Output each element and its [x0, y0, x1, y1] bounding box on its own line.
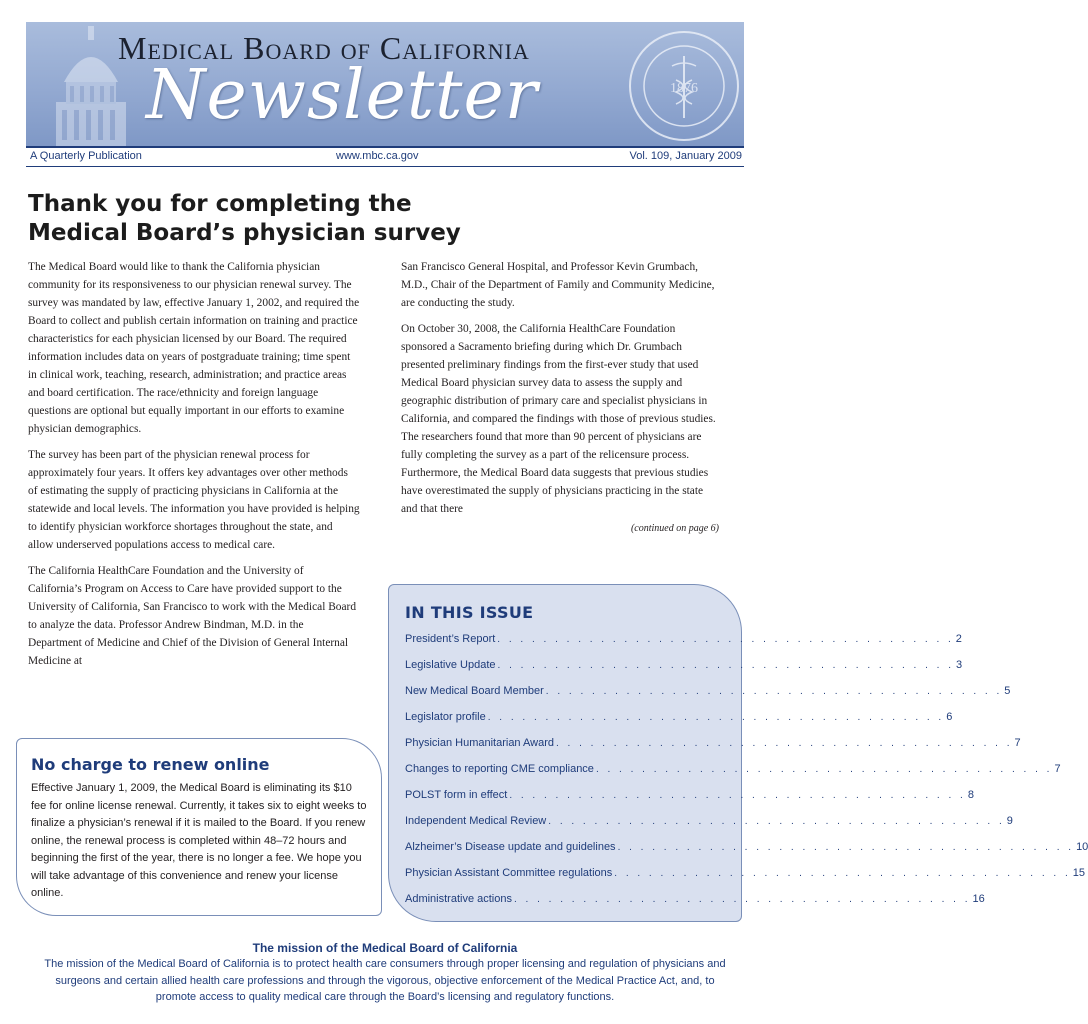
toc-item-label: POLST form in effect [405, 789, 508, 801]
toc-item-page: 7 [1054, 763, 1061, 775]
toc-item-page: 6 [946, 711, 953, 723]
toc-item[interactable] [405, 678, 1011, 704]
toc-item-page: 7 [1014, 737, 1021, 749]
publication-rule [26, 166, 744, 167]
toc-item-page: 8 [967, 789, 974, 801]
no-charge-sidebar [16, 738, 382, 916]
state-seal-icon [628, 30, 740, 142]
toc-item-page: 9 [1006, 815, 1013, 827]
toc-leader-dots: . . . . . . . . . . . . . . . . . . . . . . . . . . . . . . . . . . . . . . . . [487, 712, 945, 723]
toc-item[interactable] [405, 626, 962, 652]
toc-item-page: 16 [972, 893, 985, 905]
toc-leader-dots: . . . . . . . . . . . . . . . . . . . . . . . . . . . . . . . . . . . . . . . . [545, 686, 1003, 697]
article-column-left [28, 258, 360, 678]
headline-line-1: Thank you for completing the [28, 191, 412, 217]
headline-line-2: Medical Board’s physician survey [28, 220, 461, 246]
toc-item-page: 2 [955, 633, 962, 645]
toc-leader-dots: . . . . . . . . . . . . . . . . . . . . . . . . . . . . . . . . . . . . . . . . [555, 738, 1013, 749]
mission-title: The mission of the Medical Board of California [252, 941, 518, 955]
toc-item-label: Alzheimer’s Disease update and guidelines [405, 841, 616, 853]
toc-item[interactable] [405, 808, 1013, 834]
article-column-right [401, 258, 719, 536]
masthead-newsletter: Newsletter [146, 56, 539, 135]
toc-leader-dots: . . . . . . . . . . . . . . . . . . . . . . . . . . . . . . . . . . . . . . . . [509, 790, 966, 801]
article-headline [28, 190, 548, 248]
article-paragraph: On October 30, 2008, the California HealthCare Foundation sponsored a Sacramento briefing during which Dr. Grumbach presented preliminary findings from the first-ever study that used Medical Board physician survey data to assess the supply and geographic distribution of primary care and specialist physicians in California, and compared the findings with those of previous studies. The researchers found that more than 90 percent of physicians are fully completing the survey as a part of the relicensure process. Furthermore, the Medical Board data suggests that previous studies have overestimated the supply of physicians practicing in the state and that there [401, 323, 716, 515]
toc-item[interactable] [405, 652, 963, 678]
masthead-rule [26, 146, 744, 148]
no-charge-text: Effective January 1, 2009, the Medical Board is eliminating its $10 fee for online license renewal. Currently, it takes six to eight weeks to finalize a physician’s renewal if it is mailed to the Board. If you renew online, the renewal process is completed within 48–72 hours and beginning the first of the year, there is no longer a fee. We hope you will take advantage of this convenience and renew your license online. [31, 782, 367, 899]
volume-date: Vol. 109, January 2009 [629, 150, 742, 162]
toc-item[interactable] [405, 860, 1086, 886]
article-paragraph: The survey has been part of the physician renewal process for approximately four years. It offers key advantages over other methods of estimating the supply of practicing physicians in California at the statewide and local levels. The information you have provided is helping to identify physician workforce shortages throughout the state, and allow underserved populations access to medical care. [28, 449, 360, 551]
toc-leader-dots: . . . . . . . . . . . . . . . . . . . . . . . . . . . . . . . . . . . . . . . . [497, 660, 955, 671]
mission-text: The mission of the Medical Board of California is to protect health care consumers through proper licensing and regulation of physicians and surgeons and certain allied health care professions and through the vigorous, objective enforcement of the Medical Practice Act, and, to promote access to quality medical care through the Board’s licensing and regulatory functions. [44, 958, 726, 1003]
toc-item-page: 10 [1076, 841, 1088, 853]
article-paragraph: San Francisco General Hospital, and Professor Kevin Grumbach, M.D., Chair of the Department of Family and Community Medicine, are conducting the study. [401, 261, 715, 309]
toc-item-label: Administrative actions [405, 893, 512, 905]
toc-item-page: 5 [1004, 685, 1011, 697]
toc-item[interactable] [405, 730, 1021, 756]
toc-item[interactable] [405, 782, 974, 808]
publication-bar [30, 150, 742, 166]
toc-item[interactable] [405, 756, 1061, 782]
publication-frequency: A Quarterly Publication [30, 150, 142, 162]
in-this-issue-box [388, 584, 1088, 922]
toc-leader-dots: . . . . . . . . . . . . . . . . . . . . . . . . . . . . . . . . . . . . . . . . [514, 894, 971, 905]
article-paragraph: The Medical Board would like to thank the California physician community for its responsiveness to our physician renewal survey. The survey was mandated by law, effective January 1, 2002, and required the Board to collect and publish certain information on training and practice characteristics for each physician licensed by our Board. The required information includes data on years of postgraduate training; time spent in clinical work, teaching, research, administration; and practice areas and board certification. The race/ethnicity and foreign language questions are optional but equally important in our efforts to examine physician demographics. [28, 261, 360, 435]
toc-item[interactable] [405, 834, 1088, 860]
toc-leader-dots: . . . . . . . . . . . . . . . . . . . . . . . . . . . . . . . . . . . . . . . . [617, 842, 1075, 853]
toc-item-page: 15 [1072, 867, 1086, 879]
toc-leader-dots: . . . . . . . . . . . . . . . . . . . . . . . . . . . . . . . . . . . . . . . . [548, 816, 1005, 827]
toc-leader-dots: . . . . . . . . . . . . . . . . . . . . . . . . . . . . . . . . . . . . . . . . [614, 868, 1071, 879]
continued-note: (continued on page 6) [630, 523, 719, 534]
no-charge-title: No charge to renew online [31, 755, 270, 774]
toc-item-label: Physician Humanitarian Award [405, 737, 554, 749]
website-link[interactable]: www.mbc.ca.gov [336, 150, 419, 162]
toc-item-label: New Medical Board Member [405, 685, 544, 697]
masthead-title: Medical Board of California [118, 30, 530, 66]
toc-leader-dots: . . . . . . . . . . . . . . . . . . . . . . . . . . . . . . . . . . . . . . . . [497, 634, 954, 645]
toc-item[interactable] [405, 886, 985, 912]
mission-statement [40, 940, 730, 1006]
toc-item-label: President’s Report [405, 633, 496, 645]
toc-item-label: Changes to reporting CME compliance [405, 763, 594, 775]
toc-item-label: Legislative Update [405, 659, 496, 671]
in-this-issue-title: IN THIS ISSUE [405, 603, 534, 622]
toc-item-label: Independent Medical Review [405, 815, 547, 827]
article-paragraph: The California HealthCare Foundation and the University of California’s Program on Access to Care have provided support to the University of California, San Francisco to work with the Medical Board to analyze the data. Professor Andrew Bindman, M.D. in the Department of Medicine and Chief of the Division of General Internal Medicine at [28, 565, 357, 667]
toc-item-label: Legislator profile [405, 711, 486, 723]
masthead [26, 22, 744, 146]
toc-item[interactable] [405, 704, 953, 730]
toc-item-page: 3 [956, 659, 963, 671]
toc-leader-dots: . . . . . . . . . . . . . . . . . . . . . . . . . . . . . . . . . . . . . . . . [595, 764, 1053, 775]
toc-item-label: Physician Assistant Committee regulations [405, 867, 613, 879]
seal-year: 1876 [670, 81, 698, 96]
